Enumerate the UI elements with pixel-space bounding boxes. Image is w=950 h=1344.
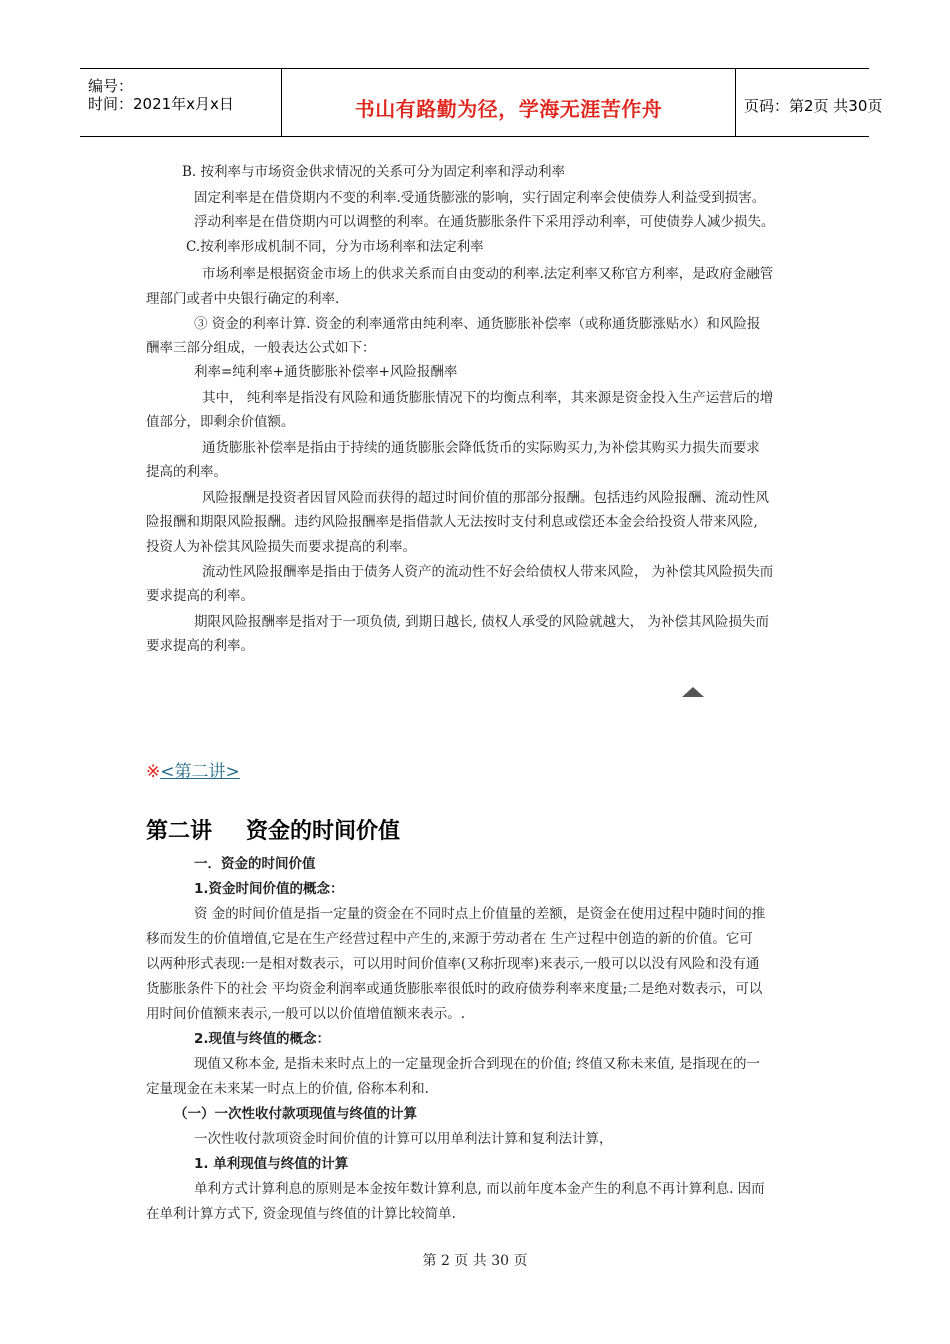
paragraph-line: 其中， 纯利率是指没有风险和通货膨胀情况下的均衡点利率，其来源是资金投入生产运营后的增 xyxy=(202,390,774,406)
lecture-two-link[interactable]: <第二讲> xyxy=(160,762,240,782)
paragraph-line: 资 金的时间价值是指一定量的资金在不同时点上价值量的差额，是资金在使用过程中随时间的推 xyxy=(194,906,766,922)
header-motto: 书山有路勤为径，学海无涯苦作舟 xyxy=(354,97,663,121)
back-to-top-icon[interactable] xyxy=(682,687,704,697)
header-motto-cell xyxy=(281,69,736,136)
paragraph-line: 风险报酬是投资者因冒风险而获得的超过时间价值的那部分报酬。包括违约风险报酬、流动性风 xyxy=(202,490,769,506)
paragraph-line: 浮动利率是在借贷期内可以调整的利率。在通货膨胀条件下采用浮动利率，可使债券人减少损失。 xyxy=(194,214,775,230)
header-page-number: 页码：第2页 共30页 xyxy=(744,97,883,115)
document-code-label: 编号： xyxy=(88,77,134,95)
subsection-heading: （一）一次性收付款项现值与终值的计算 xyxy=(174,1106,417,1122)
paragraph-line: 流动性风险报酬率是指由于债务人资产的流动性不好会给债权人带来风险， 为补偿其风险损失而 xyxy=(202,564,774,580)
paragraph-line: 在单利计算方式下, 资金现值与终值的计算比较简单. xyxy=(146,1206,456,1222)
paragraph-line: 通货膨胀补偿率是指由于持续的通货膨胀会降低货币的实际购买力,为补偿其购买力损失而要求 xyxy=(202,440,760,456)
paragraph-line: ③ 资金的利率计算. 资金的利率通常由纯利率、通货膨胀补偿率（或称通货膨涨贴水）和风险报 xyxy=(194,316,761,332)
subsection-heading: 1.资金时间价值的概念： xyxy=(194,881,344,897)
subsection-heading: 1. 单利现值与终值的计算 xyxy=(194,1156,349,1172)
lecture-name: 资金的时间价值 xyxy=(246,819,401,844)
lecture-title xyxy=(146,814,400,845)
page-header xyxy=(80,68,883,137)
paragraph-line: 理部门或者中央银行确定的利率. xyxy=(146,291,340,307)
document-date-label: 时间：2021年x月x日 xyxy=(88,95,234,113)
paragraph-line: 酬率三部分组成，一般表达公式如下： xyxy=(146,340,376,356)
paragraph-line: 用时间价值额来表示,一般可以以价值增值额来表示。. xyxy=(146,1006,466,1022)
lecture-cross-reference xyxy=(146,757,240,782)
paragraph-line: 期限风险报酬率是指对于一项负债, 到期日越长, 债权人承受的风险就越大， 为补偿其风险损失而 xyxy=(194,614,769,630)
paragraph-line: B. 按利率与市场资金供求情况的关系可分为固定利率和浮动利率 xyxy=(182,164,566,180)
paragraph-line: 要求提高的利率。 xyxy=(146,638,254,654)
paragraph-line: 单利方式计算利息的原则是本金按年数计算利息, 而以前年度本金产生的利息不再计算利息. 因而 xyxy=(194,1181,765,1197)
paragraph-line: 值部分，即剩余价值额。 xyxy=(146,414,295,430)
paragraph-line: 现值又称本金, 是指未来时点上的一定量现金折合到现在的价值; 终值又称未来值, 是指现在的一 xyxy=(194,1056,761,1072)
formula-line: 利率=纯利率+通货膨胀补偿率+风险报酬率 xyxy=(194,364,458,380)
paragraph-line: C.按利率形成机制不同，分为市场利率和法定利率 xyxy=(186,239,484,255)
paragraph-line: 以两种形式表现:一是相对数表示，可以用时间价值率(又称折现率)来表示,一般可以以没有风险和没有通 xyxy=(146,956,760,972)
paragraph-line: 固定利率是在借贷期内不变的利率.受通货膨涨的影响，实行固定利率会使债券人利益受到损害。 xyxy=(194,190,766,206)
paragraph-line: 一次性收付款项资金时间价值的计算可以用单利法计算和复利法计算， xyxy=(194,1131,613,1147)
paragraph-line: 投资人为补偿其风险损失而要求提高的利率。 xyxy=(146,539,416,555)
header-page-cell xyxy=(736,69,883,136)
paragraph-line: 市场利率是根据资金市场上的供求关系而自由变动的利率.法定利率又称官方利率，是政府金融管 xyxy=(202,266,774,282)
section-heading: 一．资金的时间价值 xyxy=(194,856,316,872)
paragraph-line: 险报酬和期限风险报酬。违约风险报酬率是指借款人无法按时支付利息或偿还本金会给投资人带来风险, xyxy=(146,514,758,530)
paragraph-line: 定量现金在未来某一时点上的价值, 俗称本利和. xyxy=(146,1081,429,1097)
reference-mark: ※ xyxy=(146,762,161,782)
paragraph-line: 要求提高的利率。 xyxy=(146,588,254,604)
lecture-number: 第二讲 xyxy=(146,819,213,844)
page-footer: 第 2 页 共 30 页 xyxy=(422,1253,528,1269)
paragraph-line: 提高的利率。 xyxy=(146,464,227,480)
paragraph-line: 移而发生的价值增值,它是在生产经营过程中产生的,来源于劳动者在 生产过程中创造的新的价值。它可 xyxy=(146,931,753,947)
paragraph-line: 货膨胀条件下的社会 平均资金利润率或通货膨胀率很低时的政府债券利率来度量;二是绝对数表示，可以 xyxy=(146,981,763,997)
subsection-heading: 2.现值与终值的概念： xyxy=(194,1031,331,1047)
header-meta-cell xyxy=(80,69,281,136)
